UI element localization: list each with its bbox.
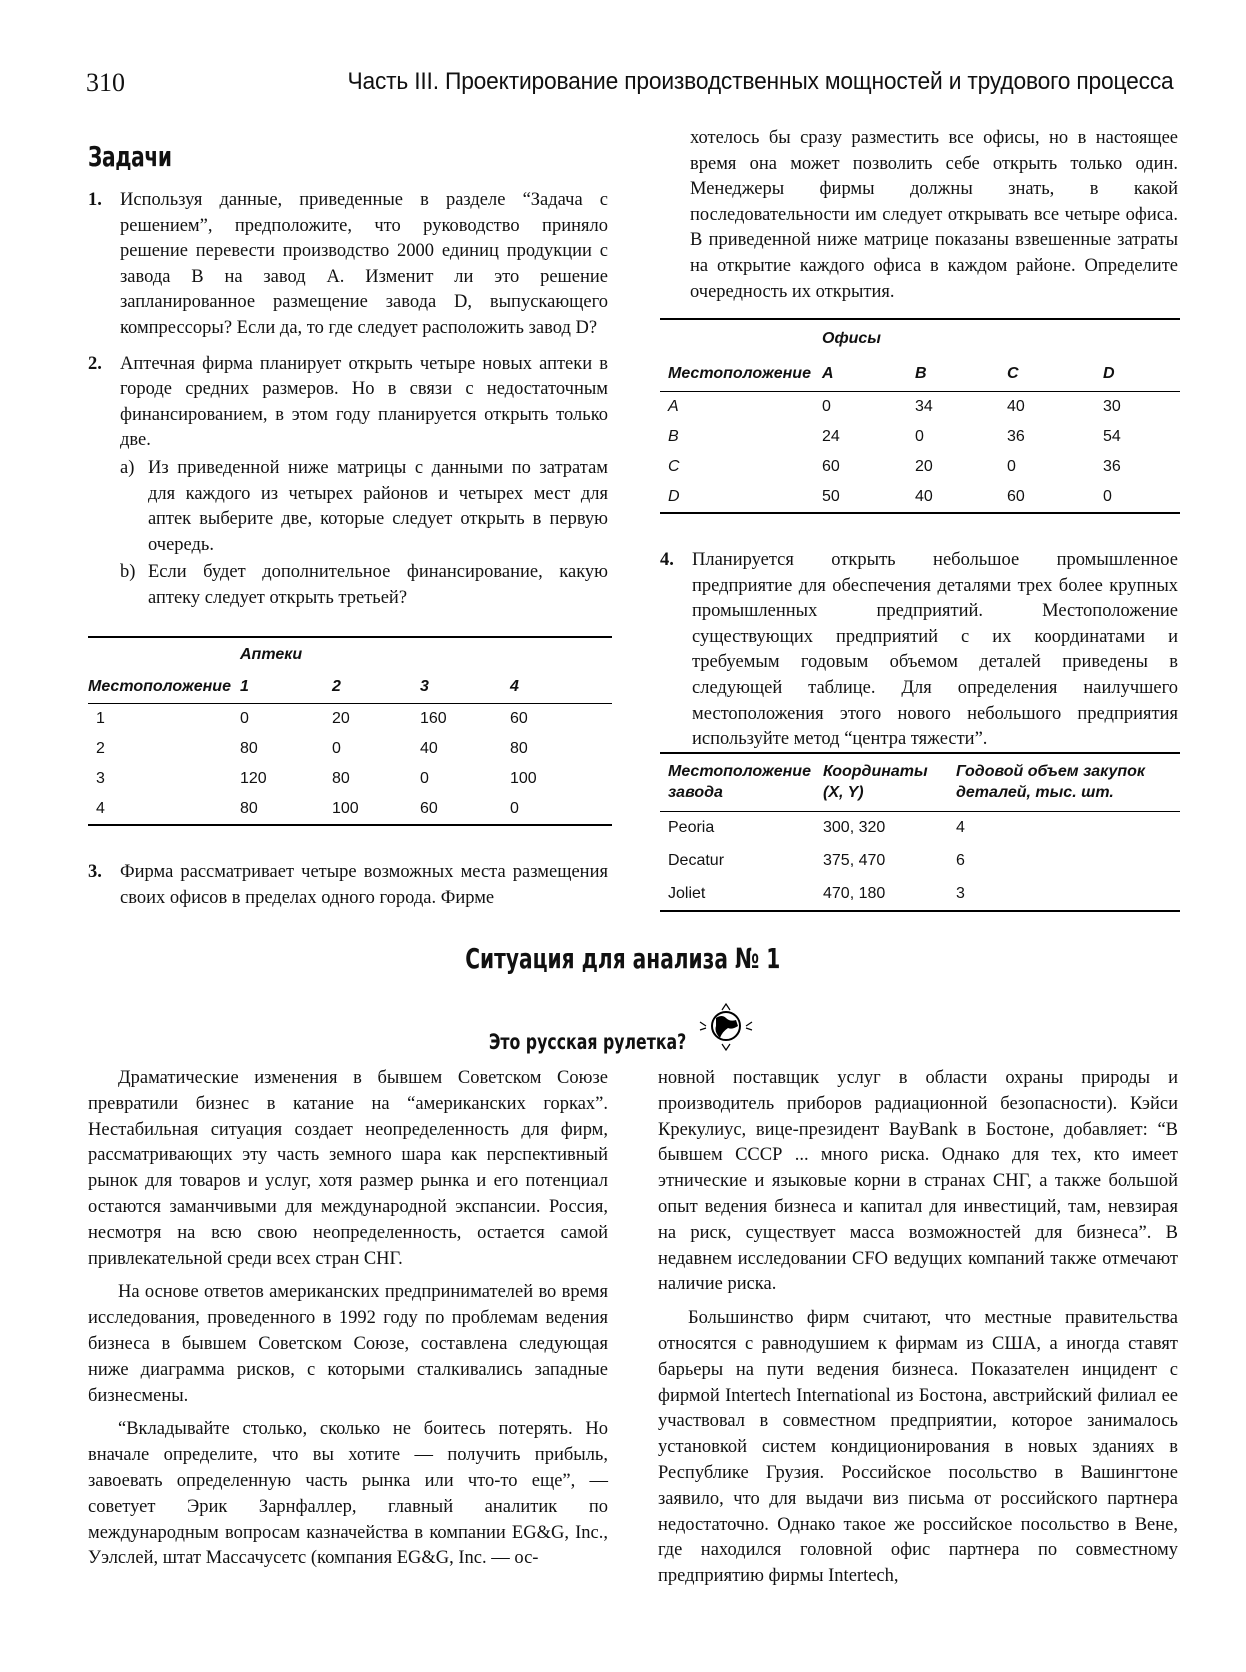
row-label: 3	[96, 769, 105, 787]
table-cell: 80	[240, 799, 258, 817]
page-number: 310	[86, 68, 125, 97]
subtask-label: b)	[120, 562, 136, 583]
table-cell: 54	[1103, 427, 1121, 445]
task-text: Фирма рассматривает четыре возможных места размещения своих офисов в пределах одного города. Фирме	[120, 862, 608, 908]
table-row	[660, 391, 1180, 422]
table-cell: 20	[915, 457, 933, 475]
table-cell: 0	[822, 397, 831, 415]
table-cell: 0	[420, 769, 429, 787]
header-line: (X, Y)	[823, 784, 864, 802]
row-label: B	[668, 427, 679, 445]
table-cell: 30	[1103, 397, 1121, 415]
table-cell: 4	[956, 819, 965, 837]
task-number: 3.	[88, 862, 102, 882]
table-header-plant	[660, 753, 823, 811]
table-header: 3	[420, 677, 429, 695]
task-text: Используя данные, приведенные в разделе “Задача с решением”, предположите, что руководство приняло решение перевести производство 2000 единиц продукции с завода B на завод A. Изменит ли это решение запланированное размещение завода D, выпускающего компрессоры? Если да, то где следует расположить завод D?	[120, 190, 608, 338]
table-cell: 470, 180	[823, 884, 886, 902]
table-cell: 20	[332, 709, 350, 727]
table-header: 2	[332, 677, 341, 695]
task-4-block	[660, 548, 1178, 753]
task-3-continued	[690, 126, 1178, 305]
table-cell: 24	[822, 427, 840, 445]
table-row	[660, 482, 1180, 513]
table-cell: 80	[332, 769, 350, 787]
empty-cell	[88, 637, 240, 671]
table-row	[88, 734, 612, 764]
pharmacy-cost-table	[88, 636, 612, 826]
table-cell: 160	[420, 709, 447, 727]
table-row	[660, 811, 1180, 845]
table-cell: 60	[1007, 487, 1025, 505]
table-header: B	[915, 364, 927, 382]
table-cell: 6	[956, 852, 965, 869]
table-cell: 36	[1103, 457, 1121, 475]
header-line: Координаты	[823, 763, 928, 781]
running-title: Часть III. Проектирование производственных мощностей и трудового процесса	[347, 68, 1174, 95]
case-left-column	[88, 1066, 608, 1580]
table-cell: Peoria	[668, 819, 715, 837]
task-number: 4.	[660, 550, 674, 570]
empty-cell	[660, 319, 822, 357]
table-group-header: Офисы	[822, 329, 881, 347]
table-cell: Decatur	[668, 852, 725, 869]
table-cell: Joliet	[668, 884, 706, 902]
table-cell: 0	[1103, 487, 1112, 505]
subtask-text: Из приведенной ниже матрицы с данными по затратам для каждого из четырех районов и четырех мест для аптек выберите две, которые следует открыть в первую очередь.	[148, 457, 608, 555]
row-label: 1	[96, 709, 105, 727]
subtask-label: a)	[120, 457, 135, 478]
table-row	[660, 422, 1180, 452]
table-cell: 0	[332, 739, 341, 757]
row-label: 4	[96, 799, 105, 817]
case-title	[0, 942, 1246, 975]
table-cell: 34	[915, 397, 933, 415]
table-cell: 0	[240, 709, 249, 727]
table-row	[88, 794, 612, 825]
task-3-start	[88, 860, 608, 911]
case-right-column	[658, 1066, 1178, 1598]
table-cell: 0	[1007, 457, 1016, 475]
header-line: Местоположение	[668, 763, 811, 781]
table-cell: 60	[420, 799, 438, 817]
table-row	[660, 877, 1180, 911]
task-2a	[88, 456, 608, 558]
table-cell: 40	[915, 487, 933, 505]
table-header-location: Местоположение	[668, 364, 811, 382]
task-4	[660, 548, 1178, 753]
row-label: C	[668, 457, 680, 475]
row-label: A	[668, 397, 679, 415]
table-header: C	[1007, 364, 1019, 382]
table-cell: 40	[1007, 397, 1025, 415]
table-cell: 80	[510, 739, 528, 757]
case-subtitle: Это русская рулетка?	[488, 1030, 686, 1054]
task-text: Планируется открыть небольшое промышленное предприятие для обеспечения деталями трех более крупных промышленных предприятий. Местоположение существующих предприятий с их координатами и требуемым годовым объемом деталей приведены в следующей таблице. Для определения наилучшего местоположения этого нового небольшого предприятия используйте метод “центра тяжести”.	[692, 550, 1178, 750]
header-line: завода	[668, 784, 723, 802]
table-cell: 50	[822, 487, 840, 505]
table-cell: 300, 320	[823, 819, 886, 837]
header-line: Годовой объем закупок	[956, 763, 1145, 781]
subtask-text: Если будет дополнительное финансирование, какую аптеку следует открыть третьей?	[148, 562, 608, 608]
office-cost-table	[660, 318, 1180, 514]
table-row	[88, 764, 612, 794]
table-cell: 375, 470	[823, 852, 886, 869]
case-paragraph: “Вкладывайте столько, сколько не боитесь потерять. Но вначале определите, что вы хотите — получить прибыль, завоевать определенную часть рынка или что-то еще”, — советует Эрик Зарнфаллер, главный аналитик по международным вопросам казначейства в компании EG&G, Inc., Уэлслей, штат Массачусетс (компания EG&G, Inc. — ос-	[88, 1419, 608, 1569]
table-cell: 0	[510, 799, 519, 817]
table-group-header: Аптеки	[240, 645, 303, 663]
table-cell: 3	[956, 884, 965, 902]
plant-location-table	[660, 752, 1180, 912]
tasks-left-column	[88, 188, 608, 612]
table-row	[660, 452, 1180, 482]
globe-icon	[692, 994, 760, 1056]
task-1	[88, 188, 608, 342]
task-3	[88, 860, 608, 911]
table-header: D	[1103, 364, 1115, 382]
table-header: 4	[510, 677, 519, 695]
case-paragraph: На основе ответов американских предпринимателей во время исследования, проведенного в 1992 году по проблемам ведения бизнеса в бывшем Советском Союзе, составлена следующая ниже диаграмма рисков, с которыми сталкивались западные бизнесмены.	[88, 1282, 608, 1406]
table-header: A	[822, 364, 834, 382]
table-header-location: Местоположение	[88, 677, 231, 695]
task-number: 2.	[88, 353, 102, 374]
table-cell: 40	[420, 739, 438, 757]
case-paragraph: Большинство фирм считают, что местные правительства относятся с равнодушием к фирмам из США, а иногда ставят барьеры на пути ведения бизнеса. Показателен инцидент с фирмой Intertech International из Бостона, австрийский филиал ее участвовал в совместном предприятии, которое занималось установкой систем кондиционирования в новых зданиях в Республике Грузия. Российское посольство в Вашингтоне заявило, что для выдачи виз письма от российского партнера недостаточно. Однако такое же российское посольство в Вене, где находился головной офис партнера по совместному предприятию фирмы Intertech,	[658, 1308, 1178, 1587]
table-cell: 36	[1007, 427, 1025, 445]
table-cell: 120	[240, 769, 267, 787]
case-paragraph: новной поставщик услуг в области охраны природы и производитель приборов радиационной безопасности). Кэйси Крекулиус, вице-президент BayBank в Бостоне, добавляет: “В бывшем СССР ... много риска. Однако для тех, кто имеет этнические и языковые корни в странах СНГ, а также большой опыт ведения бизнеса и капитал для инвестиций, там, невзирая на риск, существует масса возможностей для бизнеса”. В недавнем исследовании CFO ведущих компаний также отмечают наличие риска.	[658, 1068, 1178, 1295]
row-label: 2	[96, 739, 105, 757]
case-paragraph: Драматические изменения в бывшем Советском Союзе превратили бизнес в катание на “американских горках”. Нестабильная ситуация создает неопределенность для фирм, рассматривающих эту часть земного шара как перспективный рынок для товаров и услуг, хотя размер рынка и его потенциал остаются заманчивыми для международной экспансии. Россия, несмотря на всю свою неопределенность, остается самой привлекательной среди всех стран СНГ.	[88, 1068, 608, 1269]
table-cell: 80	[240, 739, 258, 757]
task-text: Аптечная фирма планирует открыть четыре новых аптеки в городе средних размеров. Но в связи с недостаточным финансированием, в этом году планируется открыть только две.	[120, 353, 608, 451]
table-cell: 60	[822, 457, 840, 475]
header-line: деталей, тыс. шт.	[956, 784, 1114, 802]
row-label: D	[668, 487, 680, 505]
table-cell: 100	[332, 799, 359, 817]
table-header-volume	[956, 753, 1180, 811]
task-text: хотелось бы сразу разместить все офисы, но в настоящее время она может позволить себе открыть только один. Менеджеры фирмы должны знать, в какой последовательности им следует открывать все четыре офиса. В приведенной ниже матрице показаны взвешенные затраты на открытие каждого офиса в каждом районе. Определите очередность их открытия.	[690, 128, 1178, 302]
table-cell: 100	[510, 769, 537, 787]
task-number: 1.	[88, 190, 102, 210]
task-2	[88, 352, 608, 454]
table-cell: 0	[915, 427, 924, 445]
table-row	[88, 703, 612, 734]
table-cell: 60	[510, 709, 528, 727]
table-header: 1	[240, 677, 249, 695]
case-title-text: Ситуация для анализа № 1	[465, 942, 781, 975]
table-header-coords	[823, 753, 956, 811]
task-2b	[88, 560, 608, 611]
tasks-heading: Задачи	[88, 140, 172, 173]
table-row	[660, 845, 1180, 877]
